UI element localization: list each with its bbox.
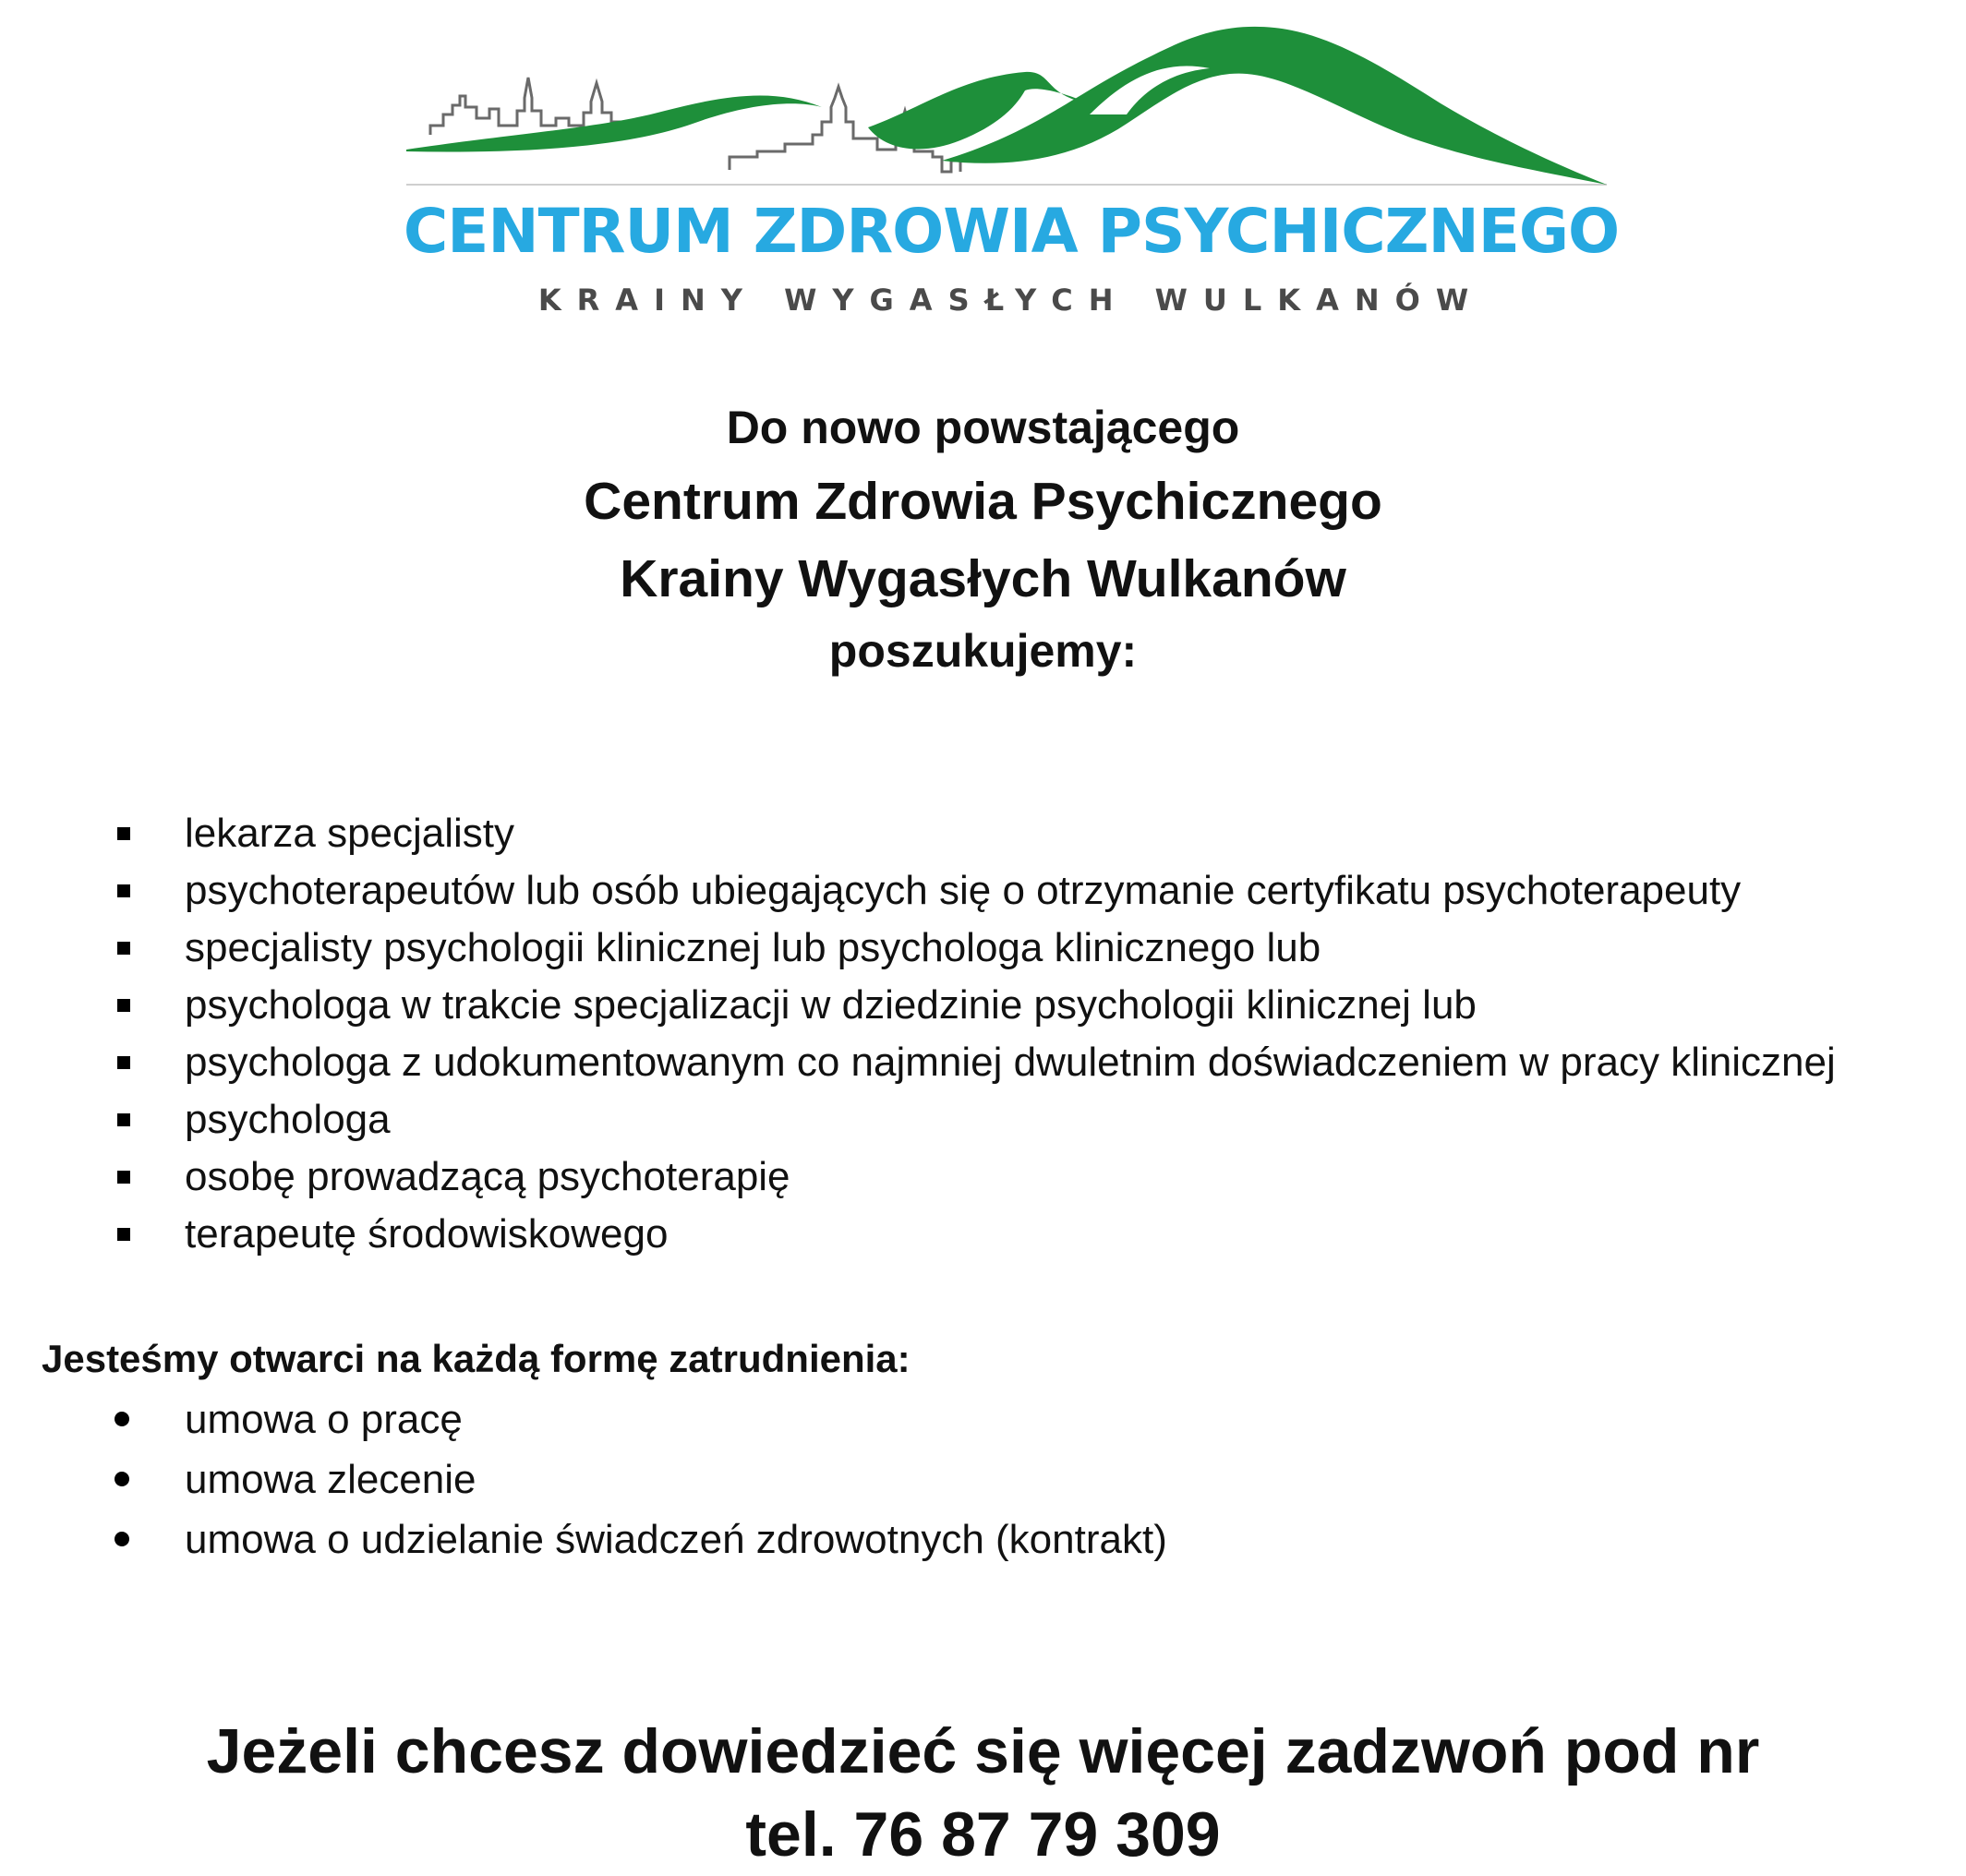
- list-item: [0, 1206, 1966, 1263]
- square-bullet-icon: [117, 827, 130, 840]
- position-text: psychologa z udokumentowanym co najmniej dwuletnim doświadczeniem w pracy klinicznej: [185, 1040, 1836, 1085]
- square-bullet-icon: [117, 999, 130, 1012]
- list-item: [0, 1034, 1966, 1091]
- heading-line-4: poszukujemy:: [828, 625, 1138, 677]
- employment-heading: Jesteśmy otwarci na każdą formę zatrudnienia:: [42, 1337, 911, 1380]
- round-bullet-icon: [115, 1412, 129, 1426]
- list-item: [0, 1449, 1966, 1509]
- round-bullet-icon: [115, 1472, 129, 1486]
- position-text: lekarza specjalisty: [185, 811, 515, 856]
- position-text: psychologa w trakcie specjalizacji w dziedzinie psychologii klinicznej lub: [185, 982, 1477, 1028]
- heading-line-1: Do nowo powstającego: [726, 402, 1240, 453]
- square-bullet-icon: [117, 942, 130, 955]
- position-text: psychologa: [185, 1097, 391, 1142]
- heading-line-3: Krainy Wygasłych Wulkanów: [620, 549, 1346, 608]
- position-text: psychoterapeutów lub osób ubiegających się o otrzymanie certyfikatu psychoterapeuty: [185, 868, 1742, 913]
- round-bullet-icon: [115, 1532, 129, 1546]
- position-text: osobę prowadzącą psychoterapię: [185, 1154, 790, 1199]
- contact-line: Jeżeli chcesz dowiedzieć się więcej zadzwoń pod nr: [206, 1716, 1760, 1786]
- employment-list: [0, 1389, 1966, 1569]
- contact-info: [0, 1710, 1966, 1876]
- square-bullet-icon: [117, 884, 130, 897]
- logo-title: CENTRUM ZDROWIA PSYCHICZNEGO: [403, 196, 1620, 267]
- list-item: [0, 920, 1966, 977]
- logo-subtitle: KRAINY WYGASŁYCH WULKANÓW: [537, 283, 1485, 318]
- list-item: [0, 805, 1966, 862]
- square-bullet-icon: [117, 1228, 130, 1241]
- announcement-heading: [0, 392, 1966, 684]
- list-item: [0, 1389, 1966, 1449]
- square-bullet-icon: [117, 1171, 130, 1184]
- employment-form-text: umowa o udzielanie świadczeń zdrowotnych (kontrakt): [185, 1517, 1167, 1562]
- list-item: [0, 1091, 1966, 1148]
- square-bullet-icon: [117, 1113, 130, 1126]
- list-item: [0, 862, 1966, 920]
- square-bullet-icon: [117, 1056, 130, 1069]
- employment-form-text: umowa zlecenie: [185, 1457, 476, 1502]
- position-text: terapeutę środowiskowego: [185, 1211, 669, 1257]
- phone-number: tel. 76 87 79 309: [745, 1799, 1221, 1870]
- heading-line-2: Centrum Zdrowia Psychicznego: [584, 472, 1382, 531]
- list-item: [0, 1148, 1966, 1206]
- position-text: specjalisty psychologii klinicznej lub psychologa klinicznego lub: [185, 925, 1321, 970]
- list-item: [0, 1509, 1966, 1569]
- list-item: [0, 977, 1966, 1034]
- positions-list: [0, 805, 1966, 1263]
- logo-mountains-skyline-graphic: [388, 22, 1634, 207]
- logo: [388, 22, 1634, 318]
- employment-form-text: umowa o pracę: [185, 1397, 463, 1442]
